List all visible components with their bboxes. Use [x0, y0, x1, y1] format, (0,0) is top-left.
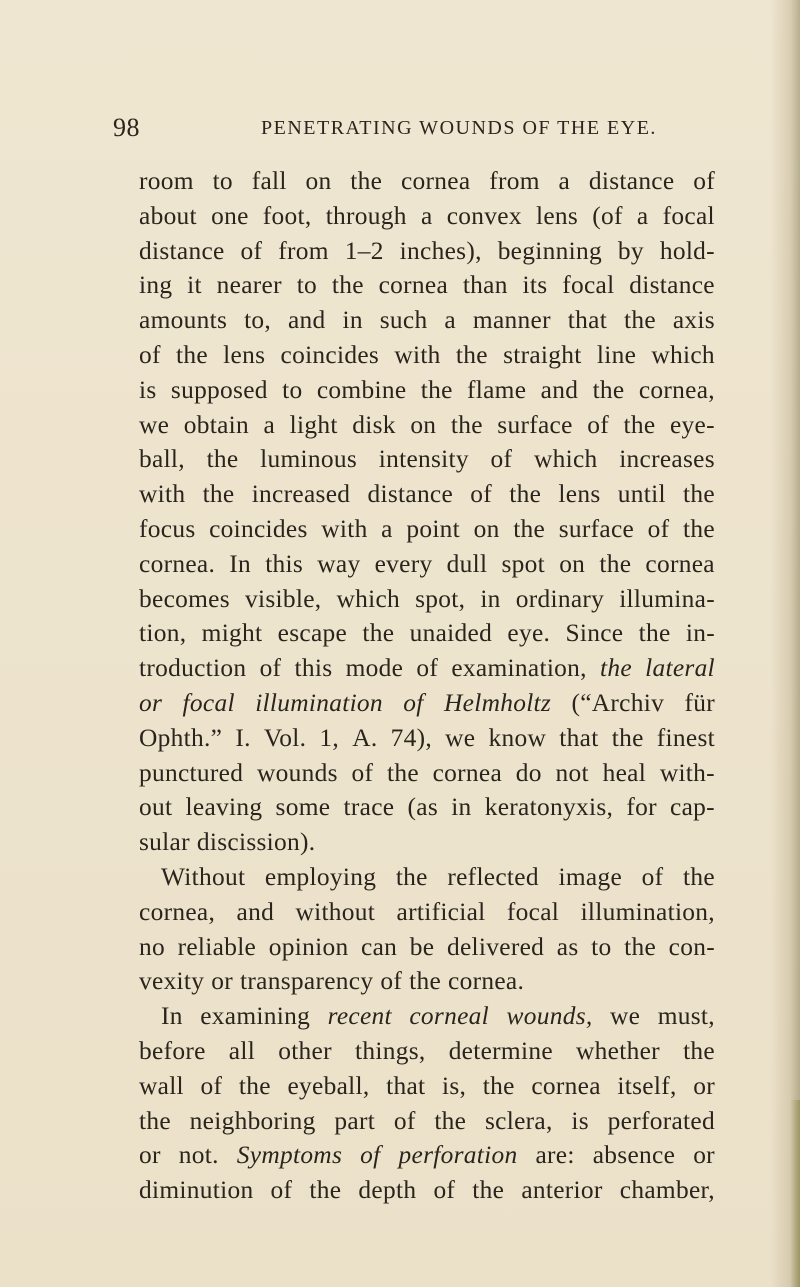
word: one: [211, 201, 249, 230]
word: a: [381, 514, 393, 543]
word: be: [409, 932, 435, 961]
word: employing: [264, 862, 377, 891]
text-line: [139, 825, 715, 860]
word: anterior: [521, 1176, 603, 1205]
word: obtain: [183, 410, 250, 439]
word: inches),: [399, 236, 482, 265]
word: recent: [327, 1002, 392, 1031]
word: focal: [562, 271, 615, 300]
word: which: [651, 340, 715, 369]
word: wounds: [256, 758, 338, 787]
word: we: [610, 1002, 641, 1031]
word: cornea: [400, 167, 471, 195]
word: In: [161, 1002, 183, 1031]
word: unaided: [409, 619, 493, 648]
word: of: [200, 1071, 223, 1100]
word: absence: [592, 1141, 676, 1170]
word: is: [571, 1106, 589, 1135]
word: beginning: [497, 236, 602, 265]
word: cornea,: [139, 897, 216, 926]
word: of: [240, 236, 263, 265]
word: discission).: [196, 828, 316, 857]
word: lens: [535, 201, 579, 230]
word: of: [380, 967, 403, 996]
word: keratonyxis,: [484, 793, 614, 822]
word: delivered: [446, 932, 545, 961]
word: know: [488, 723, 547, 752]
word: cap-: [670, 793, 715, 822]
word: dull: [446, 549, 488, 578]
word: of: [270, 1176, 293, 1205]
text-line: [139, 860, 715, 895]
text-line: [139, 1104, 715, 1139]
word: in: [342, 306, 363, 335]
text-line: [139, 790, 715, 825]
word: the: [472, 1176, 505, 1205]
word: the: [350, 167, 383, 195]
word: focal: [506, 897, 560, 926]
text-line: [139, 547, 715, 582]
word: perforated: [607, 1106, 715, 1135]
word: this: [294, 654, 333, 683]
word: flame: [467, 375, 527, 404]
word: the: [638, 619, 671, 648]
word: some: [275, 793, 331, 822]
word: this: [265, 549, 304, 578]
word: image: [558, 862, 623, 891]
word: the: [386, 758, 419, 787]
word: line: [596, 340, 637, 369]
word: or: [139, 1141, 161, 1170]
page-header: [113, 113, 713, 143]
word: cornea: [645, 549, 715, 578]
word: by: [617, 236, 644, 265]
word: combine: [316, 375, 407, 404]
word: and: [236, 897, 275, 926]
word: transparency: [240, 967, 374, 996]
text-line: [139, 164, 715, 199]
word: to: [212, 167, 233, 195]
text-line: [139, 234, 715, 269]
word: the: [611, 723, 644, 752]
word: a: [420, 201, 433, 230]
word: on: [410, 410, 437, 439]
word: the: [202, 480, 235, 509]
text-line: [139, 1034, 715, 1069]
text-line: [139, 930, 715, 965]
word: ball,: [139, 445, 185, 474]
word: on: [305, 167, 332, 195]
word: than: [462, 271, 508, 300]
word: or: [693, 1141, 715, 1170]
word: the: [434, 1106, 467, 1135]
text-line: [139, 373, 715, 408]
word: of: [360, 1141, 381, 1170]
word: as: [556, 932, 579, 961]
word: increases: [619, 445, 715, 474]
body-text: [139, 164, 715, 1208]
word: out: [139, 793, 173, 822]
text-line: [139, 442, 715, 477]
word: the: [683, 480, 715, 509]
word: in: [451, 793, 472, 822]
word: Without: [161, 862, 246, 891]
word: every: [374, 549, 433, 578]
word: are:: [535, 1141, 575, 1170]
word: the: [600, 654, 632, 683]
word: the: [592, 375, 625, 404]
word: distance: [588, 167, 675, 195]
word: the: [176, 340, 208, 369]
text-line: [139, 686, 715, 721]
word: cornea.: [139, 549, 216, 578]
word: can: [361, 932, 398, 961]
word: whether: [576, 1036, 660, 1065]
text-line: [139, 477, 715, 512]
word: to: [296, 271, 318, 300]
word: the: [238, 1071, 271, 1100]
word: a: [263, 410, 276, 439]
word: and: [287, 306, 326, 335]
word: about: [139, 201, 197, 230]
word: from: [489, 167, 540, 195]
word: illumination,: [580, 897, 715, 926]
word: supposed: [170, 375, 268, 404]
word: leaving: [185, 793, 263, 822]
word: lateral: [645, 654, 715, 683]
word: cornea: [432, 758, 503, 787]
word: the: [395, 862, 428, 891]
word: Since: [565, 619, 624, 648]
word: examination,: [451, 654, 587, 683]
word: and: [540, 375, 579, 404]
text-line: [139, 756, 715, 791]
text-line: [139, 651, 715, 686]
word: of: [393, 1106, 416, 1135]
word: visible,: [244, 584, 322, 613]
word: reliable: [177, 932, 257, 961]
word: tion,: [139, 619, 187, 648]
word: which: [533, 445, 598, 474]
word: is: [139, 375, 157, 404]
word: the: [599, 549, 632, 578]
word: of: [403, 688, 424, 717]
word: spot: [501, 549, 546, 578]
word: without: [295, 897, 376, 926]
word: manner: [472, 306, 551, 335]
word: intensity: [378, 445, 469, 474]
word: chamber,: [619, 1176, 715, 1205]
word: the: [623, 306, 656, 335]
word: neighboring: [189, 1106, 316, 1135]
word: a: [444, 306, 456, 335]
word: convex: [446, 201, 522, 230]
word: part: [334, 1106, 376, 1135]
word: luminous: [260, 445, 358, 474]
word: ing: [139, 271, 173, 300]
word: a: [558, 167, 571, 195]
text-line: [139, 199, 715, 234]
word: not: [555, 758, 589, 787]
word: (of: [592, 201, 623, 230]
word: nearer: [216, 271, 282, 300]
word: Ophth.”: [139, 723, 223, 752]
word: with: [139, 480, 186, 509]
word: illumina-: [619, 584, 715, 613]
word: reflected: [447, 862, 539, 891]
word: to,: [244, 306, 272, 335]
word: of: [351, 758, 374, 787]
text-line: [139, 408, 715, 443]
text-line: [139, 1138, 715, 1173]
word: through: [325, 201, 407, 230]
word: distance: [367, 480, 454, 509]
word: distance: [139, 236, 225, 265]
word: mode: [345, 654, 404, 683]
word: point: [406, 514, 461, 543]
word: the: [309, 1176, 342, 1205]
text-line: [139, 512, 715, 547]
word: focal: [662, 201, 715, 230]
word: with: [394, 340, 441, 369]
text-line: [139, 895, 715, 930]
word: of: [587, 410, 609, 439]
text-line: [139, 721, 715, 756]
text-line: [139, 268, 715, 303]
word: perforation: [398, 1141, 518, 1170]
word: itself,: [617, 1071, 677, 1100]
word: troduction: [139, 654, 247, 683]
word: lens: [558, 480, 601, 509]
word: of: [647, 514, 670, 543]
word: that: [559, 723, 599, 752]
word: (as: [407, 793, 439, 822]
word: all: [228, 1036, 256, 1065]
text-line: [139, 964, 715, 999]
word: heal: [602, 758, 647, 787]
word: of: [433, 1176, 456, 1205]
word: the: [624, 932, 657, 961]
word: the: [623, 410, 656, 439]
word: with: [321, 514, 368, 543]
text-line: [139, 616, 715, 651]
word: until: [617, 480, 666, 509]
word: we: [139, 410, 170, 439]
word: vexity: [139, 967, 205, 996]
word: it: [187, 271, 202, 300]
word: artificial: [396, 897, 486, 926]
word: might: [201, 619, 263, 648]
word: coincides: [209, 514, 308, 543]
word: finest: [656, 723, 715, 752]
word: lens: [223, 340, 266, 369]
word: not.: [178, 1141, 219, 1170]
word: light: [289, 410, 338, 439]
text-line: [139, 338, 715, 373]
word: of: [416, 654, 439, 683]
word: 1–2: [344, 236, 384, 265]
word: we: [445, 723, 476, 752]
text-line: [139, 1069, 715, 1104]
running-title: PENETRATING WOUNDS OF THE EYE.: [261, 117, 657, 139]
word: things,: [355, 1036, 426, 1065]
word: room: [139, 167, 194, 195]
word: illumination: [255, 688, 383, 717]
word: trace: [343, 793, 395, 822]
word: Vol.: [263, 723, 307, 752]
word: to: [591, 932, 612, 961]
word: of: [259, 654, 282, 683]
word: is,: [442, 1071, 467, 1100]
word: In: [229, 549, 252, 578]
word: (“Archiv: [571, 688, 665, 717]
word: the: [683, 514, 715, 543]
word: of: [490, 445, 513, 474]
word: no: [139, 932, 165, 961]
word: diminution: [139, 1176, 254, 1205]
word: foot,: [262, 201, 312, 230]
word: on: [559, 549, 586, 578]
word: straight: [503, 340, 582, 369]
word: focal: [182, 688, 235, 717]
word: or: [693, 1071, 715, 1100]
word: eye-: [669, 410, 715, 439]
word: or: [139, 688, 163, 717]
word: examining: [200, 1002, 311, 1031]
word: cornea: [531, 1071, 601, 1100]
word: in: [480, 584, 501, 613]
word: 1,: [319, 723, 340, 752]
word: eye.: [507, 619, 551, 648]
word: hold-: [659, 236, 715, 265]
word: that: [386, 1071, 426, 1100]
word: of: [139, 340, 161, 369]
word: surface: [558, 514, 635, 543]
word: that: [567, 306, 608, 335]
word: which: [336, 584, 401, 613]
word: sclera,: [484, 1106, 553, 1135]
word: the: [513, 514, 546, 543]
word: depth: [358, 1176, 417, 1205]
word: coincides: [280, 340, 380, 369]
word: in-: [685, 619, 715, 648]
word: determine: [448, 1036, 553, 1065]
word: on: [473, 514, 500, 543]
word: distance: [629, 271, 715, 300]
word: before: [139, 1036, 206, 1065]
word: surface: [497, 410, 573, 439]
text-line: [139, 303, 715, 338]
word: cornea.: [448, 967, 525, 996]
word: punctured: [139, 758, 244, 787]
word: the: [420, 375, 453, 404]
word: für: [684, 688, 715, 717]
word: the: [206, 445, 239, 474]
word: eyeball,: [287, 1071, 370, 1100]
word: for: [626, 793, 657, 822]
word: way: [317, 549, 361, 578]
word: cornea: [378, 271, 449, 300]
word: the: [409, 967, 442, 996]
word: the: [509, 480, 542, 509]
word: the: [139, 1106, 171, 1135]
word: wounds,: [506, 1002, 593, 1031]
word: Symptoms: [236, 1141, 343, 1170]
word: escape: [277, 619, 348, 648]
word: with-: [659, 758, 715, 787]
word: sular: [139, 828, 190, 857]
word: corneal: [409, 1002, 490, 1031]
word: ordinary: [515, 584, 605, 613]
word: from: [278, 236, 329, 265]
word: cornea,: [638, 375, 715, 404]
word: con-: [668, 932, 715, 961]
word: the: [482, 1071, 515, 1100]
word: axis: [672, 306, 715, 335]
word: 74),: [390, 723, 433, 752]
word: such: [379, 306, 428, 335]
page-number: 98: [113, 113, 140, 142]
word: the: [455, 340, 488, 369]
word: spot,: [415, 584, 466, 613]
word: its: [522, 271, 548, 300]
word: of: [693, 167, 715, 195]
word: becomes: [139, 584, 230, 613]
word: focus: [139, 514, 196, 543]
text-line: [139, 1173, 715, 1208]
word: or: [211, 967, 234, 996]
word: amounts: [139, 306, 228, 335]
page-edge-stain: [790, 1100, 800, 1287]
word: wall: [139, 1071, 184, 1100]
text-line: [139, 999, 715, 1034]
word: the: [450, 410, 483, 439]
word: the: [683, 862, 715, 891]
word: a: [636, 201, 649, 230]
word: the: [331, 271, 364, 300]
word: do: [515, 758, 542, 787]
word: of: [470, 480, 493, 509]
word: the: [362, 619, 395, 648]
text-line: [139, 582, 715, 617]
word: disk: [352, 410, 396, 439]
word: to: [282, 375, 303, 404]
word: must,: [657, 1002, 715, 1031]
word: increased: [251, 480, 351, 509]
word: I.: [235, 723, 251, 752]
word: fall: [251, 167, 287, 195]
word: the: [683, 1036, 715, 1065]
word: Helmholtz: [444, 688, 552, 717]
word: of: [641, 862, 664, 891]
word: other: [278, 1036, 332, 1065]
word: A.: [352, 723, 378, 752]
word: opinion: [268, 932, 349, 961]
